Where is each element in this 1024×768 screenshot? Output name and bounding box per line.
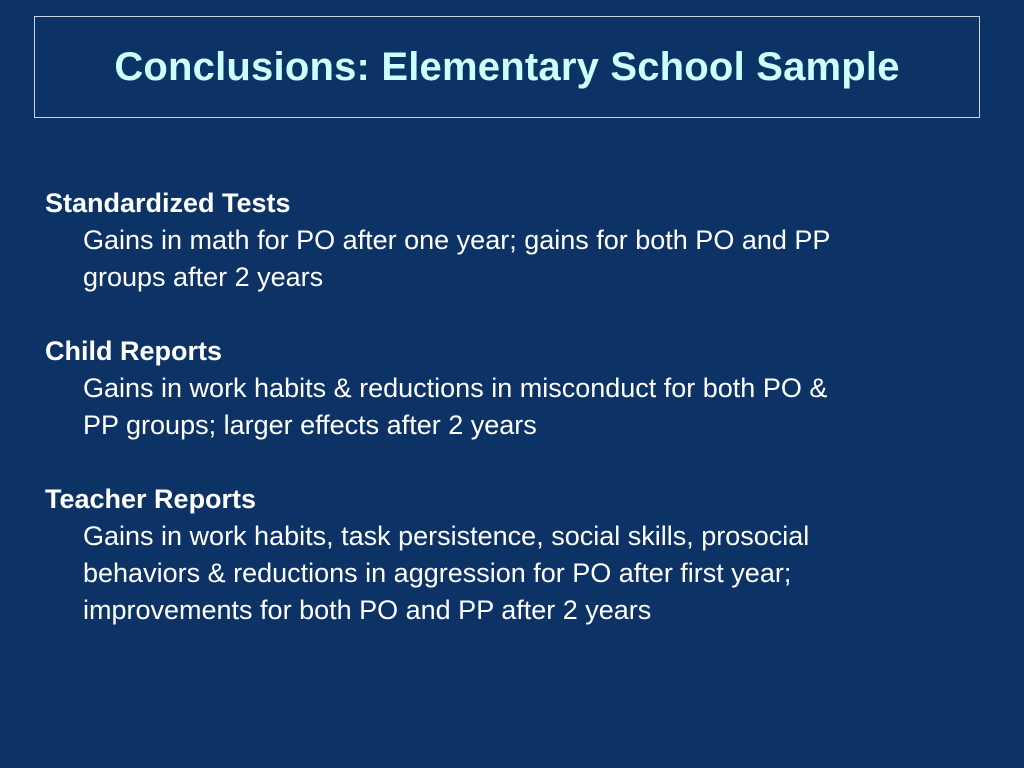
body-line: PP groups; larger effects after 2 years [83, 410, 537, 440]
section-heading: Standardized Tests [45, 188, 291, 218]
body-line: Gains in work habits & reductions in misconduct for both PO & [83, 373, 828, 403]
body-line: groups after 2 years [83, 262, 324, 292]
body-line: Gains in math for PO after one year; gains for both PO and PP [83, 225, 831, 255]
body-line: Gains in work habits, task persistence, social skills, prosocial [83, 521, 810, 551]
section-child-reports [45, 332, 985, 444]
body-line: improvements for both PO and PP after 2 years [83, 595, 652, 625]
slide-content [45, 184, 985, 665]
section-teacher-reports [45, 480, 985, 629]
slide-title: Conclusions: Elementary School Sample [114, 44, 900, 89]
section-standardized-tests [45, 184, 985, 296]
section-body [83, 222, 963, 296]
title-frame [34, 16, 980, 118]
section-heading: Child Reports [45, 336, 223, 366]
section-heading: Teacher Reports [45, 484, 257, 514]
section-body [83, 370, 963, 444]
section-body [83, 518, 963, 629]
body-line: behaviors & reductions in aggression for PO after first year; [83, 558, 792, 588]
